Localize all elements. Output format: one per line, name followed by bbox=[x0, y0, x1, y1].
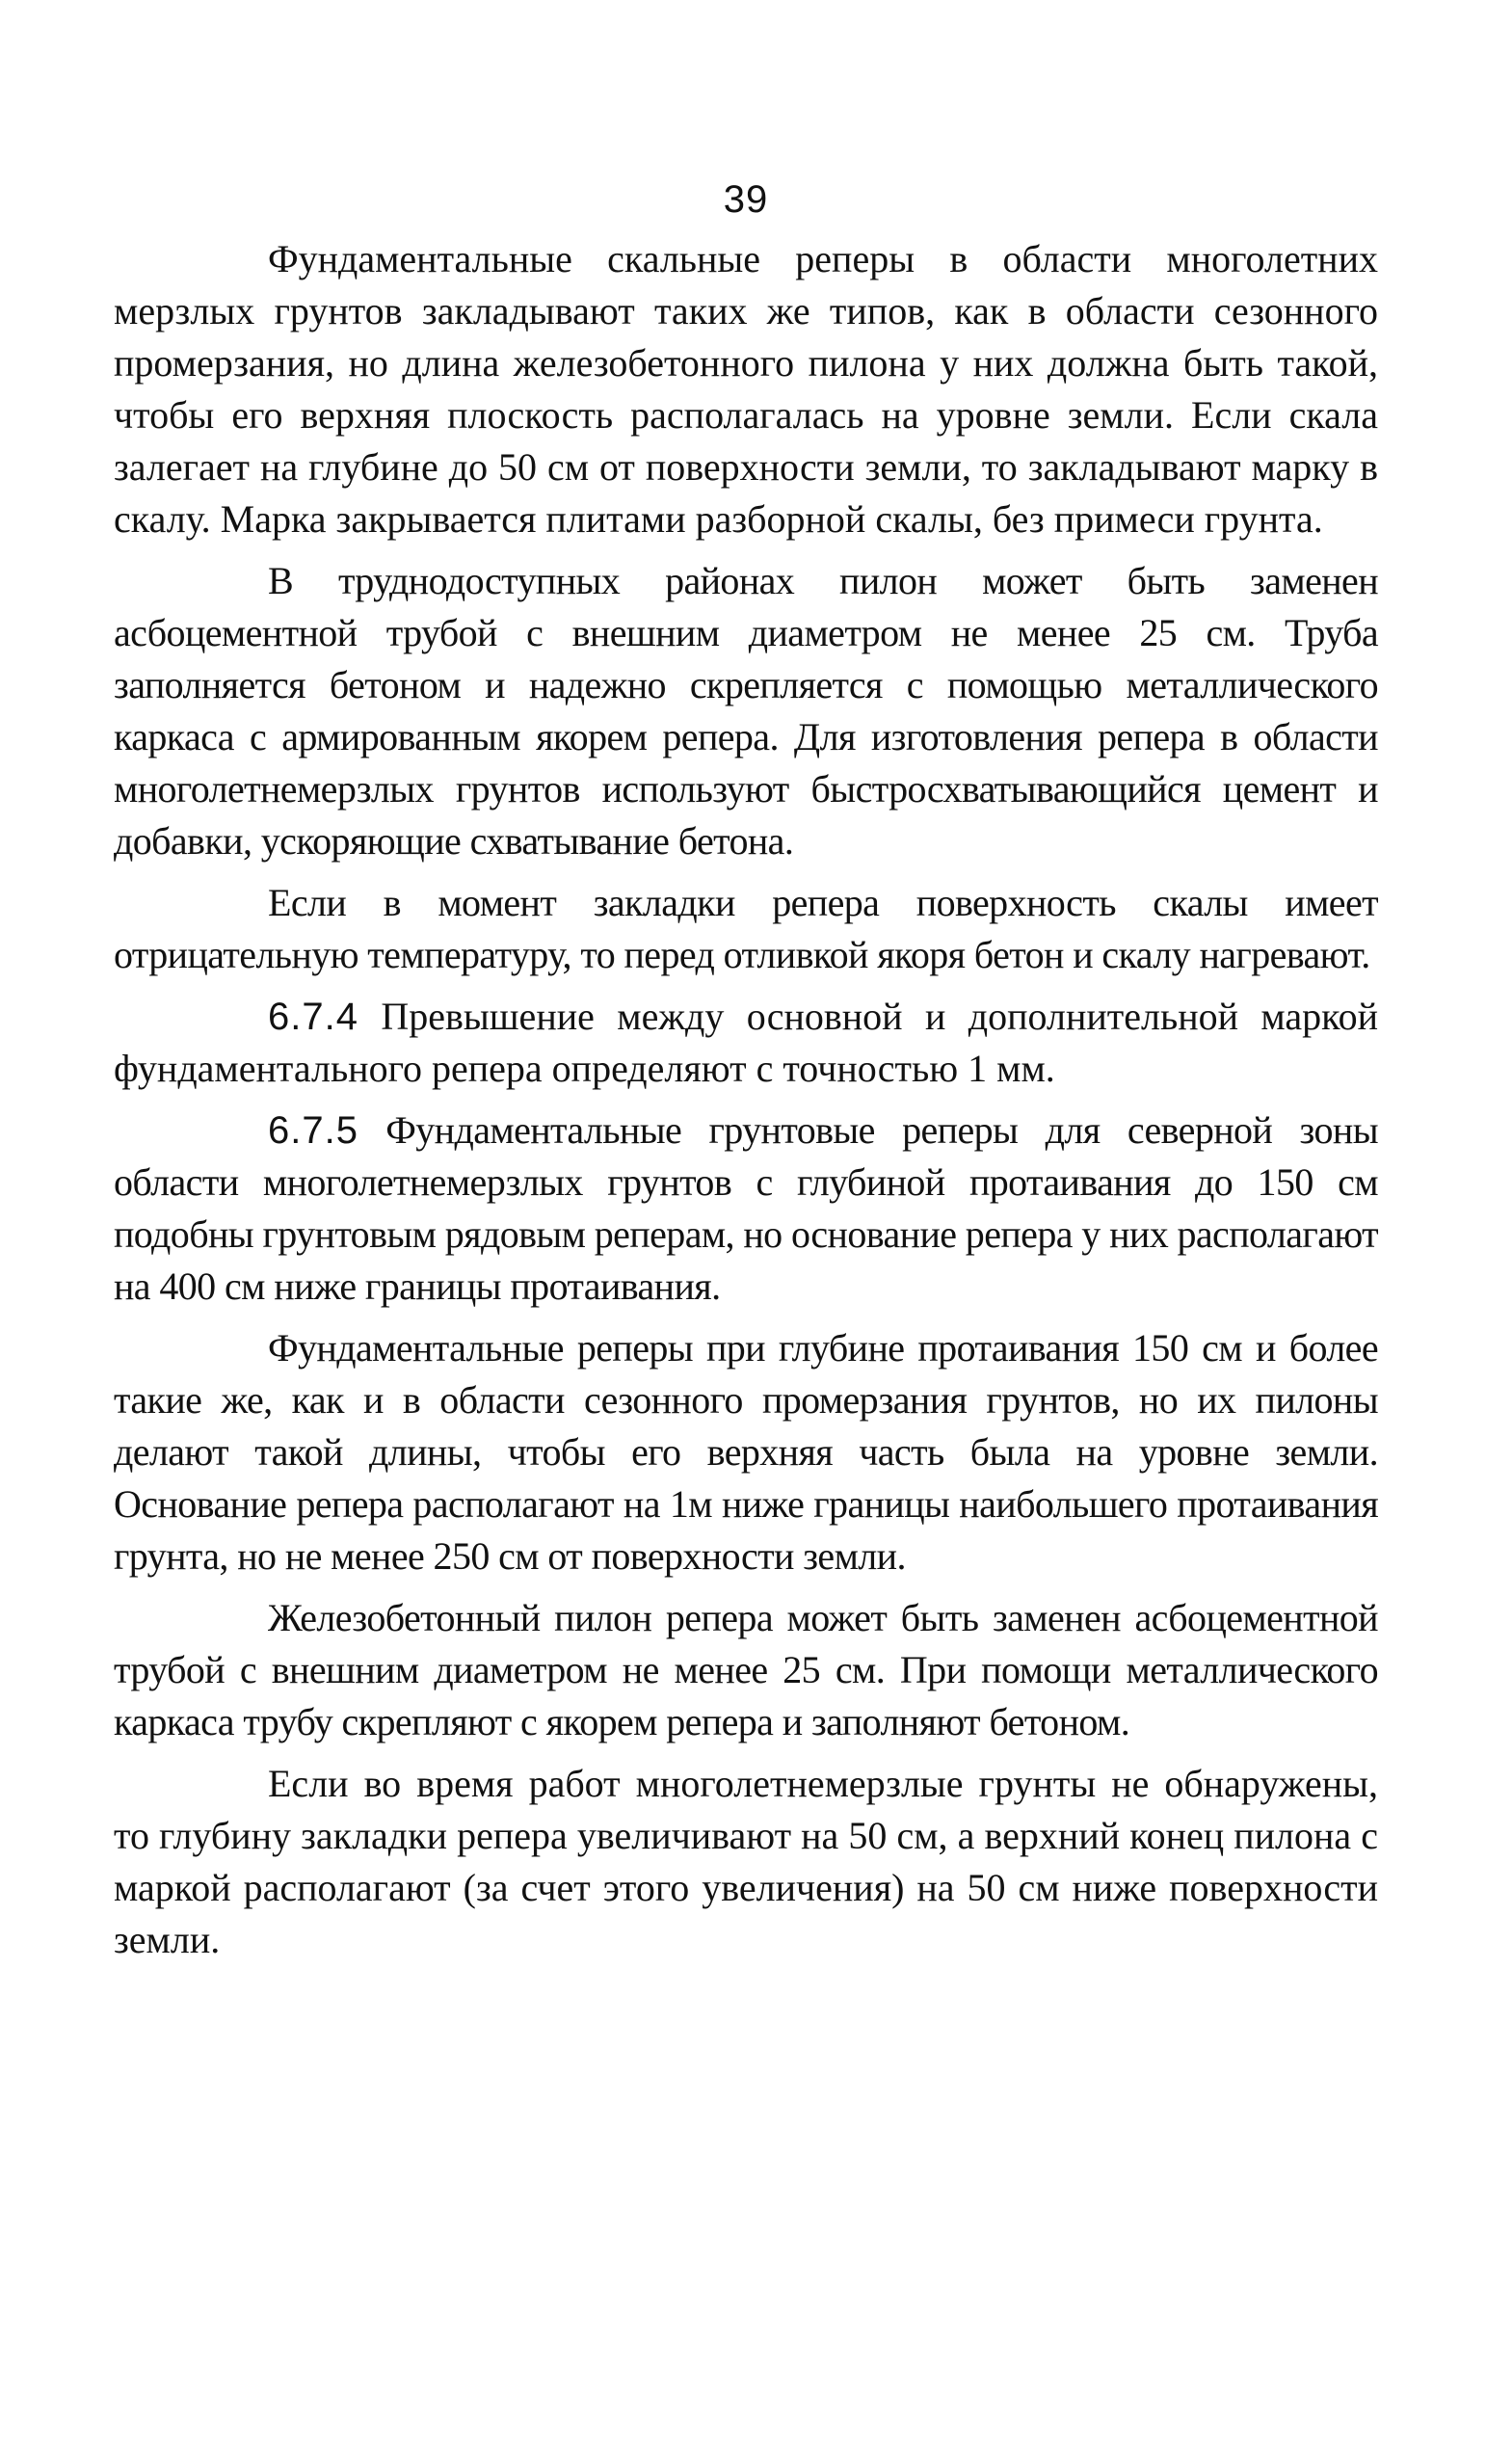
paragraph-rock-benchmarks: Фундаментальные скальные реперы в области многолетних мерзлых грунтов закладывают таких же типов, как в области сезонного промерзания, но длина железобетонного пилона у них должна быть такой, чтобы его верхняя плоскость располагалась на уровне земли. Если скала залегает на глубине до 50 см от поверхности земли, то закладывают марку в скалу. Марка закрывается плитами разборной скалы, без примеси грунта. bbox=[114, 237, 1378, 541]
section-6-7-5 bbox=[114, 1104, 1378, 1313]
paragraph-negative-temperature: Если в момент закладки репера поверхность скалы имеет отрицательную температуру, то перед отливкой якоря бетон и скалу нагревают. bbox=[114, 881, 1378, 976]
section-text-6-7-4: Превышение между основной и дополнительной маркой фундаментального репера определяют с точностью 1 мм. bbox=[114, 995, 1378, 1090]
paragraph-no-permafrost: Если во время работ многолетнемерзлые грунты не обнаружены, то глубину закладки репера увеличивают на 50 см, а верхний конец пилона с маркой располагают (за счет этого увеличения) на 50 см ниже поверхности земли. bbox=[114, 1762, 1378, 1961]
section-6-7-4 bbox=[114, 991, 1378, 1095]
document-page bbox=[114, 178, 1378, 1976]
paragraph-asbestos-pipe: Железобетонный пилон репера может быть заменен асбоцементной трубой с внешним диаметром не менее 25 см. При помощи металлического каркаса трубу скрепляют с якорем репера и заполняют бетоном. bbox=[114, 1596, 1378, 1743]
section-number-6-7-5: 6.7.5 bbox=[268, 1109, 358, 1152]
paragraph-thaw-depth: Фундаментальные реперы при глубине протаивания 150 см и более такие же, как и в области сезонного промерзания грунтов, но их пилоны делают такой длины, чтобы его верхняя часть была на уровне земли. Основание репера располагают на 1м ниже границы наибольшего протаивания грунта, но не менее 250 см от поверхности земли. bbox=[114, 1326, 1378, 1578]
page-number: 39 bbox=[723, 178, 769, 221]
section-number-6-7-4: 6.7.4 bbox=[268, 996, 358, 1038]
section-text-6-7-5: Фундаментальные грунтовые реперы для северной зоны области многолетнемерзлых грунтов с глубиной протаивания до 150 см подобны грунтовым рядовым реперам, но основание репера у них располагают на 400 см ниже границы протаивания. bbox=[114, 1108, 1378, 1308]
paragraph-remote-areas: В труднодоступных районах пилон может быть заменен асбоцементной трубой с внешним диаметром не менее 25 см. Труба заполняется бетоном и надежно скрепляется с помощью металлического каркаса с армированным якорем репера. Для изготовления репера в области многолетнемерзлых грунтов используют быстросхватывающийся цемент и добавки, ускоряющие схватывание бетона. bbox=[114, 559, 1378, 863]
